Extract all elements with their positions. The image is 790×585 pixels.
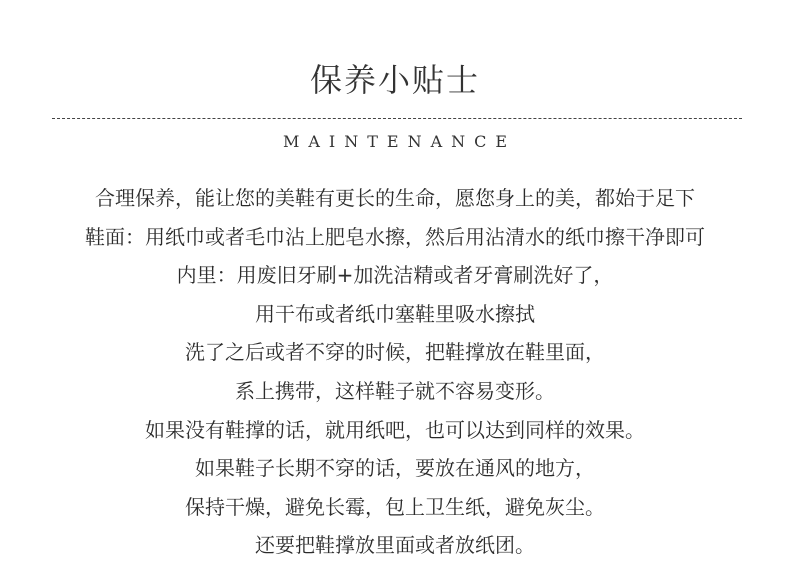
tip-line: 如果没有鞋撑的话，就用纸吧，也可以达到同样的效果。 — [145, 417, 645, 442]
page-subtitle: MAINTENANCE — [282, 132, 517, 151]
page-title: 保养小贴士 — [309, 61, 480, 99]
tip-line: 还要把鞋撑放里面或者放纸团。 — [255, 533, 535, 558]
tip-line: 系上携带，这样鞋子就不容易变形。 — [235, 378, 555, 403]
maintenance-tips — [0, 183, 790, 569]
tip-line: 洗了之后或者不穿的时候，把鞋撑放在鞋里面， — [185, 340, 605, 365]
tip-line: 合理保养，能让您的美鞋有更长的生命，愿您身上的美，都始于足下 — [95, 186, 695, 210]
tip-line: 用干布或者纸巾塞鞋里吸水擦拭 — [255, 301, 535, 326]
tip-line: 保持干燥，避免长霉，包上卫生纸，避免灰尘。 — [185, 494, 605, 519]
tip-line: 内里：用废旧牙刷+加洗洁精或者牙膏刷洗好了， — [176, 263, 614, 288]
dashed-divider — [52, 118, 742, 119]
tip-line: 鞋面：用纸巾或者毛巾沾上肥皂水擦，然后用沾清水的纸巾擦干净即可 — [85, 224, 705, 249]
tip-line: 如果鞋子长期不穿的话，要放在通风的地方， — [195, 456, 595, 481]
